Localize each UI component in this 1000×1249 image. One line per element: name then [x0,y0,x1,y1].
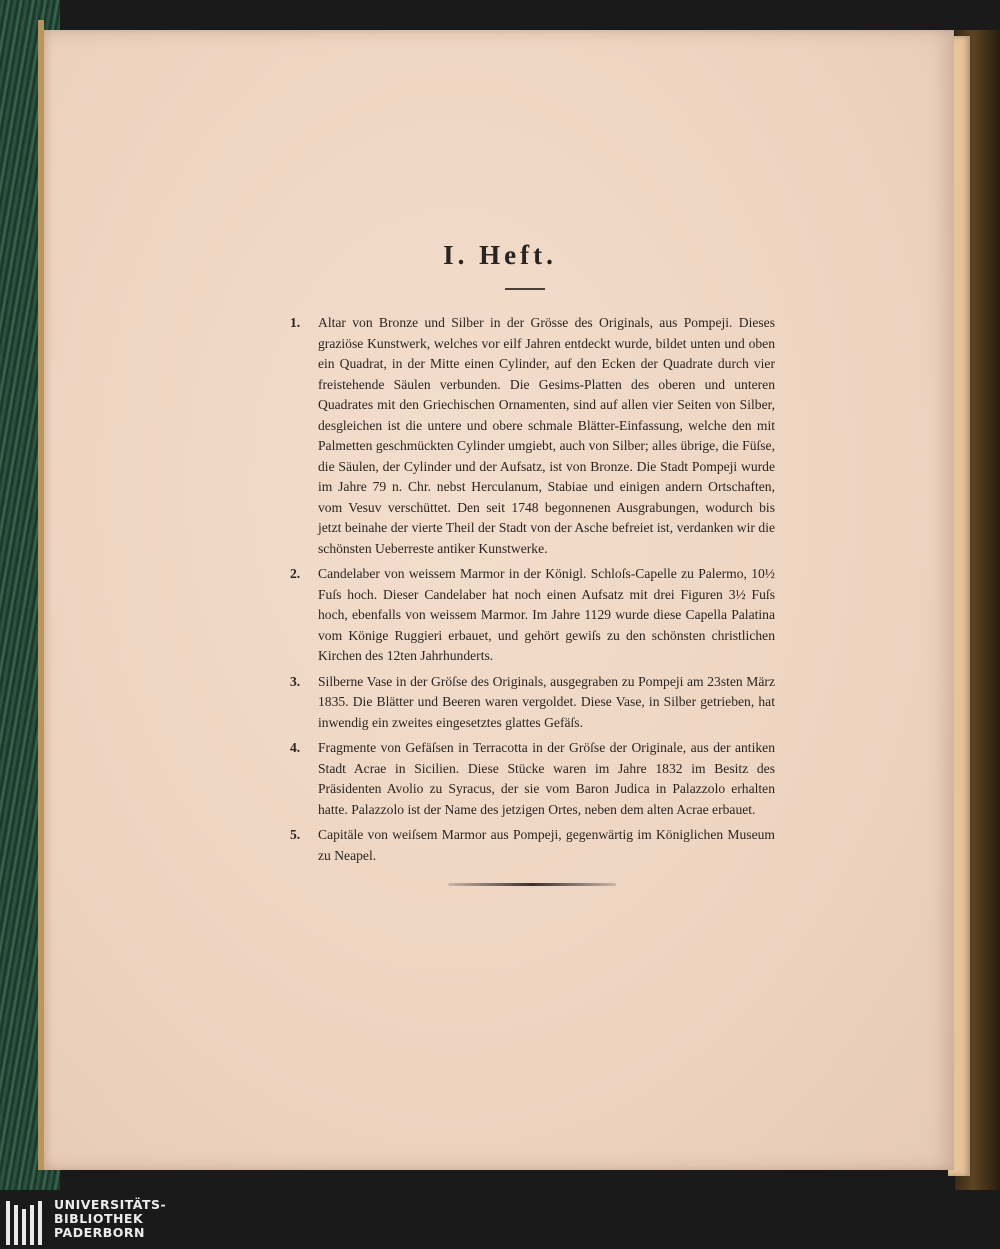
list-item [290,564,775,667]
list-item [290,825,775,866]
entry-number: 1. [290,315,301,330]
list-item [290,738,775,820]
entry-number: 3. [290,673,301,689]
page-heading: I. Heft. [443,240,557,270]
entry-number: 5. [290,827,301,842]
logo-line-2: BIBLIOTHEK [54,1211,144,1226]
library-logo-icon [6,1201,42,1245]
entry-text: Silberne Vase in der Gröſse des Originals, ausgegraben zu Pompeji am 23sten März 1835. Die Blätter und Beeren waren vergoldet. Diese Vase, in Silber getrieben, hat inwendig ein zweites eingesetztes glattes Gefäſs. [318,673,775,730]
closing-rule [448,883,616,886]
entry-text: Altar von Bronze und Silber in der Grösse des Originals, aus Pompeji. Dieses graziöse Kunstwerk, welches vor eilf Jahren entdeckt wurde, bildet unten und oben ein Quadrat, in der Mitte einen Cylinder, auf den Ecken der Quadrate durch vier freistehende Säulen verbunden. Die Gesims-Platten des oberen und unteren Quadrates mit den Griechischen Ornamenten, sind auf allen vier Seiten von Silber, desgleichen ist die untere und obere schmale Blätter-Einfassung, welche den mit Palmetten geschmückten Cylinder umgiebt, auch von Silber; alles übrige, die Füſse, die Säulen, der Cylinder und der Aufsatz, ist von Bronze. Die Stadt Pompeji wurde im Jahre 79 n. Chr. nebst Herculanum, Stabiae und einigen andern Ortschaften, vom Vesuv verschüttet. Den seit 1748 begonnenen Ausgrabungen, wodurch bis jetzt beinahe der vierte Theil der Stadt von der Asche befreiet ist, verdanken wir die schönsten Ueberreste antiker Kunstwerke. [318,315,775,556]
entry-number: 2. [290,566,301,581]
entry-text: Candelaber von weissem Marmor in der Königl. Schloſs-Capelle zu Palermo, 10½ Fuſs hoch. Dieser Candelaber hat noch einen Aufsatz mit drei Figuren 3½ Fuſs hoch, ebenfalls von weissem Marmor. Im Jahre 1129 wurde diese Capella Palatina vom Könige Ruggieri erbauet, und gehört gewiſs zu den schönsten christlichen Kirchen des 12ten Jahrhunderts. [318,566,775,663]
list-item [290,313,775,559]
entry-text: Capitäle von weiſsem Marmor aus Pompeji, gegenwärtig im Königlichen Museum zu Neapel. [318,827,775,863]
entry-text: Fragmente von Gefäſsen in Terracotta in der Gröſse der Originale, aus der antiken Stadt Acrae in Sicilien. Diese Stücke waren im Jahre 1832 im Besitz des Präsidenten Avolio zu Syracus, der sie vom Baron Judica in Palazzolo erhalten hatte. Palazzolo ist der Name des jetzigen Ortes, neben dem alten Acrae erbauet. [318,740,775,817]
heading-rule [505,288,545,290]
logo-line-3: PADERBORN [54,1225,145,1240]
entry-number: 4. [290,740,301,755]
library-logo [6,1198,166,1245]
logo-line-1: UNIVERSITÄTS- [54,1197,167,1212]
entry-list [290,313,775,871]
library-logo-text [54,1198,166,1240]
list-item [290,672,775,734]
